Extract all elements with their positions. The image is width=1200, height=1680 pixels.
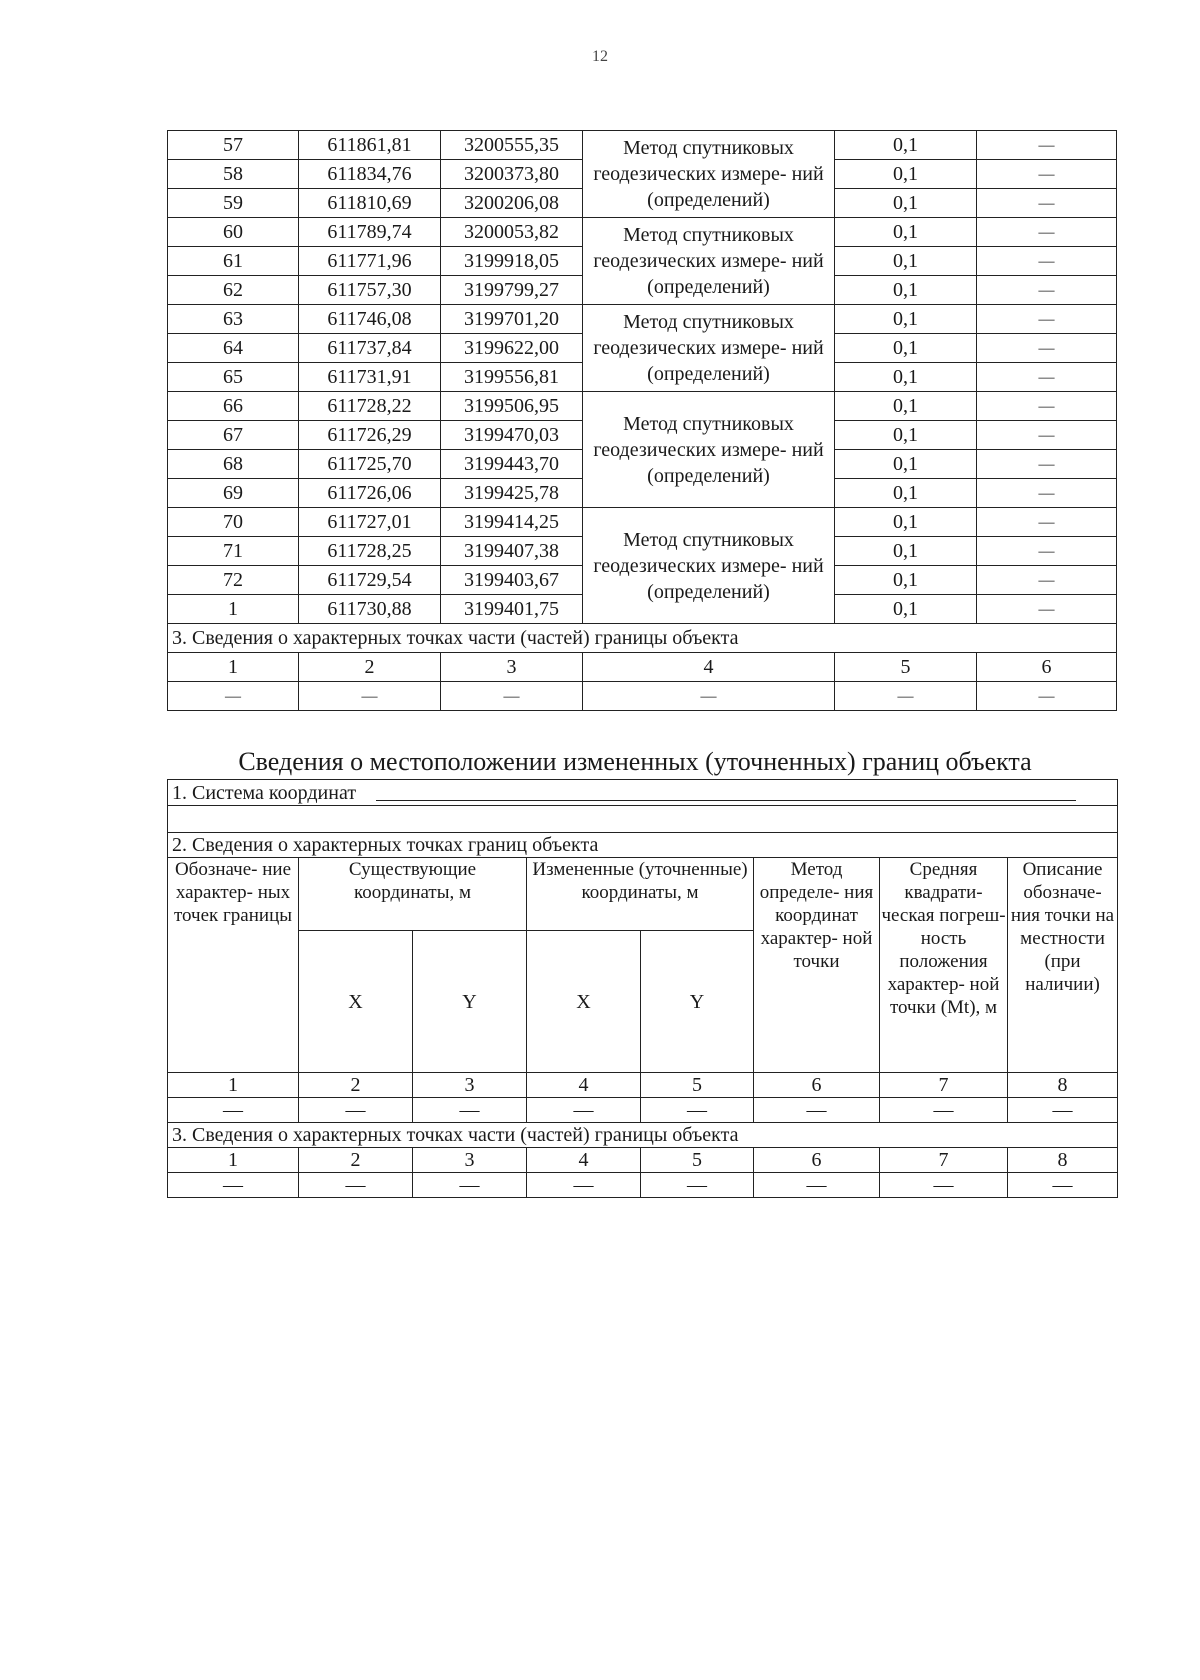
dash-cell: — xyxy=(168,1098,299,1123)
x-coordinate: 611810,69 xyxy=(299,189,441,218)
header-existing-coords: Существующие координаты, м xyxy=(299,858,527,931)
coord-system-label: 1. Система координат xyxy=(172,781,357,804)
point-number: 70 xyxy=(168,508,299,537)
dash-cell: — xyxy=(977,682,1117,711)
col-number: 4 xyxy=(527,1073,641,1098)
header-changed-y: Y xyxy=(641,931,754,1073)
mt-value: 0,1 xyxy=(835,595,977,624)
y-coordinate: 3200555,35 xyxy=(441,131,583,160)
y-coordinate: 3199443,70 xyxy=(441,450,583,479)
column-numbers-row xyxy=(168,653,1117,682)
x-coordinate: 611728,22 xyxy=(299,392,441,421)
coord-system-underline xyxy=(376,786,1076,801)
mt-value: 0,1 xyxy=(835,363,977,392)
x-coordinate: 611737,84 xyxy=(299,334,441,363)
point-description: — xyxy=(977,566,1117,595)
point-description: — xyxy=(977,131,1117,160)
dash-cell: — xyxy=(641,1173,754,1198)
mt-value: 0,1 xyxy=(835,508,977,537)
dash-cell: — xyxy=(1008,1098,1118,1123)
header-existing-y: Y xyxy=(413,931,527,1073)
x-coordinate: 611726,06 xyxy=(299,479,441,508)
point-number: 58 xyxy=(168,160,299,189)
col-number: 1 xyxy=(168,653,299,682)
col-number: 6 xyxy=(754,1148,880,1173)
dash-cell: — xyxy=(413,1173,527,1198)
point-number: 65 xyxy=(168,363,299,392)
x-coordinate: 611834,76 xyxy=(299,160,441,189)
col-number: 6 xyxy=(977,653,1117,682)
y-coordinate: 3199556,81 xyxy=(441,363,583,392)
col-number: 5 xyxy=(641,1148,754,1173)
col-number: 7 xyxy=(880,1148,1008,1173)
point-number: 72 xyxy=(168,566,299,595)
dash-row xyxy=(168,682,1117,711)
x-coordinate: 611725,70 xyxy=(299,450,441,479)
point-number: 68 xyxy=(168,450,299,479)
mt-value: 0,1 xyxy=(835,392,977,421)
header-changed-coords: Измененные (уточненные) координаты, м xyxy=(527,858,754,931)
dash-cell: — xyxy=(299,1173,413,1198)
dash-row xyxy=(168,1173,1118,1198)
mt-value: 0,1 xyxy=(835,450,977,479)
point-number: 69 xyxy=(168,479,299,508)
dash-cell: — xyxy=(527,1173,641,1198)
point-number: 61 xyxy=(168,247,299,276)
dash-cell: — xyxy=(641,1098,754,1123)
x-coordinate: 611729,54 xyxy=(299,566,441,595)
changed-boundaries-table xyxy=(167,779,1118,1198)
dash-cell: — xyxy=(413,1098,527,1123)
point-number: 64 xyxy=(168,334,299,363)
method-cell: Метод спутниковых геодезических измере- ний (определений) xyxy=(583,392,835,508)
mt-value: 0,1 xyxy=(835,566,977,595)
coord-system-row xyxy=(168,780,1118,806)
point-number: 67 xyxy=(168,421,299,450)
x-coordinate: 611728,25 xyxy=(299,537,441,566)
table-row xyxy=(168,218,1117,247)
point-description: — xyxy=(977,537,1117,566)
mt-value: 0,1 xyxy=(835,218,977,247)
point-number: 1 xyxy=(168,595,299,624)
col-number: 8 xyxy=(1008,1148,1118,1173)
point-description: — xyxy=(977,276,1117,305)
dash-cell: — xyxy=(835,682,977,711)
dash-cell: — xyxy=(299,682,441,711)
mt-value: 0,1 xyxy=(835,305,977,334)
col-number: 4 xyxy=(527,1148,641,1173)
y-coordinate: 3199918,05 xyxy=(441,247,583,276)
point-description: — xyxy=(977,218,1117,247)
column-numbers-row xyxy=(168,1073,1118,1098)
column-numbers-row xyxy=(168,1148,1118,1173)
point-description: — xyxy=(977,595,1117,624)
point-description: — xyxy=(977,392,1117,421)
x-coordinate: 611789,74 xyxy=(299,218,441,247)
col-number: 4 xyxy=(583,653,835,682)
header-method: Метод определе- ния координат характер- ной точки xyxy=(754,858,880,1073)
col-number: 2 xyxy=(299,653,441,682)
y-coordinate: 3199701,20 xyxy=(441,305,583,334)
point-number: 59 xyxy=(168,189,299,218)
section3-title: 3. Сведения о характерных точках части (частей) границы объекта xyxy=(168,1123,1118,1148)
point-description: — xyxy=(977,421,1117,450)
x-coordinate: 611727,01 xyxy=(299,508,441,537)
mt-value: 0,1 xyxy=(835,189,977,218)
mt-value: 0,1 xyxy=(835,131,977,160)
x-coordinate: 611746,08 xyxy=(299,305,441,334)
table-row xyxy=(168,305,1117,334)
x-coordinate: 611861,81 xyxy=(299,131,441,160)
method-cell: Метод спутниковых геодезических измере- ний (определений) xyxy=(583,131,835,218)
col-number: 1 xyxy=(168,1148,299,1173)
point-description: — xyxy=(977,189,1117,218)
y-coordinate: 3200206,08 xyxy=(441,189,583,218)
y-coordinate: 3200053,82 xyxy=(441,218,583,247)
dash-cell: — xyxy=(168,682,299,711)
y-coordinate: 3199622,00 xyxy=(441,334,583,363)
mt-value: 0,1 xyxy=(835,421,977,450)
col-number: 5 xyxy=(835,653,977,682)
dash-cell: — xyxy=(299,1098,413,1123)
point-description: — xyxy=(977,305,1117,334)
table-row xyxy=(168,392,1117,421)
header-designation: Обозначе- ние характер- ных точек границы xyxy=(168,858,299,1073)
section2-title: 2. Сведения о характерных точках границ объекта xyxy=(168,833,1118,858)
col-number: 5 xyxy=(641,1073,754,1098)
dash-cell: — xyxy=(754,1098,880,1123)
header-changed-x: X xyxy=(527,931,641,1073)
dash-cell: — xyxy=(880,1098,1008,1123)
dash-cell: — xyxy=(880,1173,1008,1198)
blank-row xyxy=(168,806,1118,833)
dash-row xyxy=(168,1098,1118,1123)
point-number: 62 xyxy=(168,276,299,305)
x-coordinate: 611730,88 xyxy=(299,595,441,624)
mt-value: 0,1 xyxy=(835,276,977,305)
dash-cell: — xyxy=(527,1098,641,1123)
col-number: 7 xyxy=(880,1073,1008,1098)
y-coordinate: 3199403,67 xyxy=(441,566,583,595)
point-number: 63 xyxy=(168,305,299,334)
y-coordinate: 3199470,03 xyxy=(441,421,583,450)
col-number: 3 xyxy=(441,653,583,682)
table-row xyxy=(168,131,1117,160)
dash-cell: — xyxy=(441,682,583,711)
method-cell: Метод спутниковых геодезических измере- ний (определений) xyxy=(583,508,835,624)
y-coordinate: 3199506,95 xyxy=(441,392,583,421)
point-number: 66 xyxy=(168,392,299,421)
point-description: — xyxy=(977,160,1117,189)
x-coordinate: 611726,29 xyxy=(299,421,441,450)
header-description: Описание обозначе- ния точки на местности (при наличии) xyxy=(1008,858,1118,1073)
y-coordinate: 3199401,75 xyxy=(441,595,583,624)
section-title: Сведения о местоположении измененных (уточненных) границ объекта xyxy=(238,747,1032,776)
col-number: 1 xyxy=(168,1073,299,1098)
boundary-points-table xyxy=(167,130,1117,711)
mt-value: 0,1 xyxy=(835,479,977,508)
dash-cell: — xyxy=(583,682,835,711)
y-coordinate: 3199414,25 xyxy=(441,508,583,537)
col-number: 2 xyxy=(299,1148,413,1173)
mt-value: 0,1 xyxy=(835,537,977,566)
point-description: — xyxy=(977,247,1117,276)
section3-title: 3. Сведения о характерных точках части (частей) границы объекта xyxy=(168,624,1117,653)
point-description: — xyxy=(977,363,1117,392)
dash-cell: — xyxy=(754,1173,880,1198)
point-number: 60 xyxy=(168,218,299,247)
col-number: 6 xyxy=(754,1073,880,1098)
y-coordinate: 3199799,27 xyxy=(441,276,583,305)
header-error: Средняя квадрати- ческая погреш- ность положения характер- ной точки (Mt), м xyxy=(880,858,1008,1073)
method-cell: Метод спутниковых геодезических измере- ний (определений) xyxy=(583,305,835,392)
mt-value: 0,1 xyxy=(835,160,977,189)
y-coordinate: 3199407,38 xyxy=(441,537,583,566)
point-description: — xyxy=(977,450,1117,479)
col-number: 2 xyxy=(299,1073,413,1098)
x-coordinate: 611731,91 xyxy=(299,363,441,392)
col-number: 3 xyxy=(413,1148,527,1173)
point-description: — xyxy=(977,508,1117,537)
mt-value: 0,1 xyxy=(835,334,977,363)
header-existing-x: X xyxy=(299,931,413,1073)
x-coordinate: 611757,30 xyxy=(299,276,441,305)
point-description: — xyxy=(977,334,1117,363)
method-cell: Метод спутниковых геодезических измере- ний (определений) xyxy=(583,218,835,305)
point-number: 71 xyxy=(168,537,299,566)
dash-cell: — xyxy=(168,1173,299,1198)
col-number: 3 xyxy=(413,1073,527,1098)
dash-cell: — xyxy=(1008,1173,1118,1198)
y-coordinate: 3199425,78 xyxy=(441,479,583,508)
col-number: 8 xyxy=(1008,1073,1118,1098)
table-row xyxy=(168,508,1117,537)
y-coordinate: 3200373,80 xyxy=(441,160,583,189)
point-number: 57 xyxy=(168,131,299,160)
point-description: — xyxy=(977,479,1117,508)
x-coordinate: 611771,96 xyxy=(299,247,441,276)
mt-value: 0,1 xyxy=(835,247,977,276)
page-number: 12 xyxy=(592,48,608,65)
